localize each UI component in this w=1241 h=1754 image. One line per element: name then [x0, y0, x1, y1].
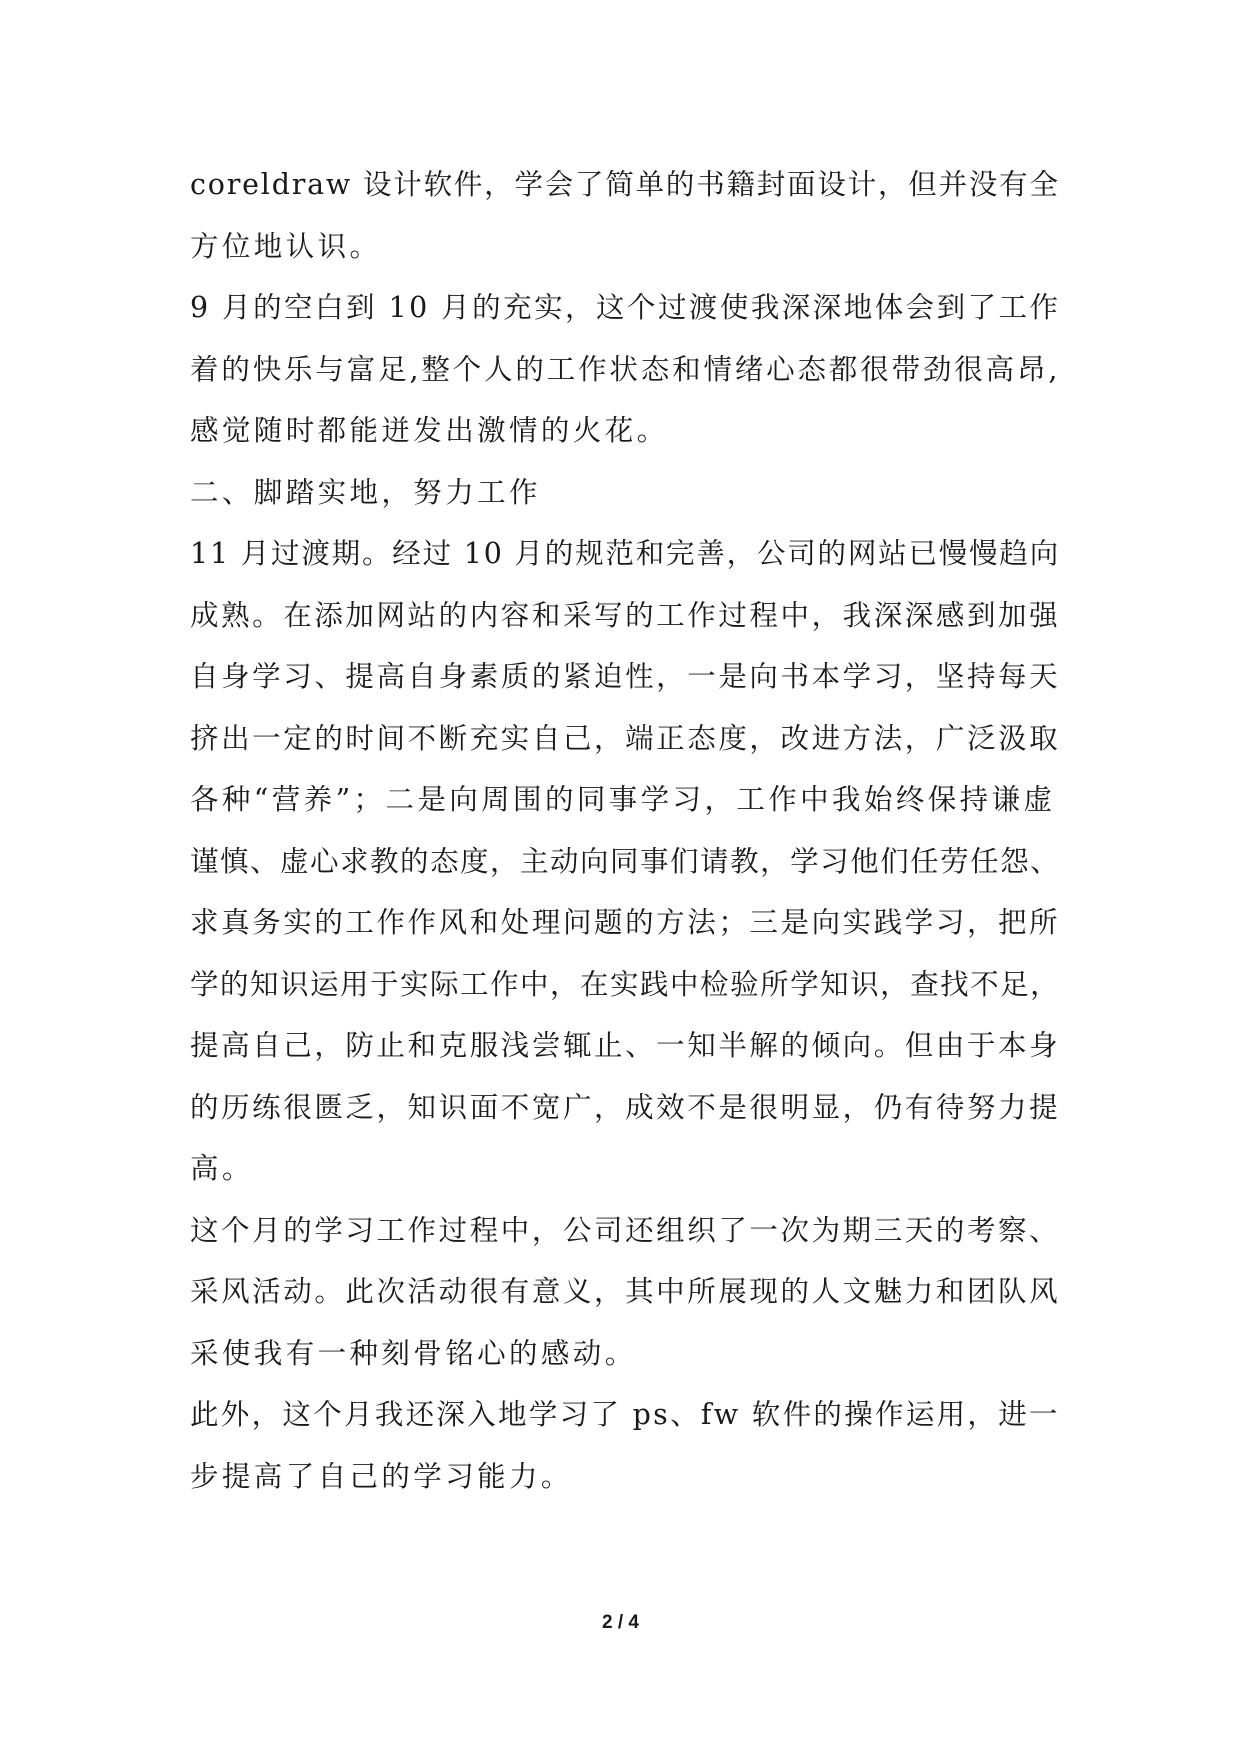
- text-line: 11 月过渡期。经过 10 月的规范和完善，公司的网站已慢慢趋向: [190, 537, 1061, 570]
- section-heading: 二、脚踏实地，努力工作: [190, 475, 541, 509]
- text-line: 采使我有一种刻骨铭心的感动。: [190, 1336, 637, 1370]
- text-line: 挤出一定的时间不断充实自己，端正态度，改进方法，广泛汲取: [190, 721, 1061, 755]
- text-line: 采风活动。此次活动很有意义，其中所展现的人文魅力和团队风: [190, 1275, 1061, 1308]
- text-line: 求真务实的工作作风和处理问题的方法；三是向实践学习，把所: [190, 906, 1061, 939]
- document-body: [190, 154, 1060, 1507]
- text-line: 谨慎、虚心求教的态度，主动向同事们请教，学习他们任劳任怨、: [190, 844, 1061, 878]
- text-line: 9 月的空白到 10 月的充实，这个过渡使我深深地体会到了工作: [190, 291, 1061, 324]
- text-line: 提高自己，防止和克服浅尝辄止、一知半解的倾向。但由于本身: [190, 1029, 1061, 1062]
- page-number: 2 / 4: [602, 1612, 639, 1633]
- text-line: 的历练很匮乏，知识面不宽广，成效不是很明显，仍有待努力提: [190, 1090, 1061, 1124]
- text-line: 各种“营养”；二是向周围的同事学习，工作中我始终保持谦虚: [190, 783, 1056, 816]
- text-line: 步提高了自己的学习能力。: [190, 1459, 573, 1493]
- text-line: coreldraw 设计软件，学会了简单的书籍封面设计，但并没有全: [190, 168, 1060, 201]
- text-line: 此外，这个月我还深入地学习了 ps、fw 软件的操作运用，进一: [190, 1398, 1060, 1431]
- text-line: 学的知识运用于实际工作中，在实践中检验所学知识，查找不足，: [190, 967, 1061, 1001]
- text-line: 感觉随时都能迸发出激情的火花。: [190, 414, 669, 447]
- text-line: 方位地认识。: [190, 229, 382, 263]
- text-line: 自身学习、提高自身素质的紧迫性，一是向书本学习，坚持每天: [190, 660, 1061, 693]
- text-line: 高。: [190, 1152, 254, 1185]
- text-line: 这个月的学习工作过程中，公司还组织了一次为期三天的考察、: [190, 1213, 1061, 1247]
- text-line: 着的快乐与富足,整个人的工作状态和情绪心态都很带劲很高昂,: [190, 352, 1061, 386]
- text-line: 成熟。在添加网站的内容和采写的工作过程中，我深深感到加强: [190, 598, 1061, 632]
